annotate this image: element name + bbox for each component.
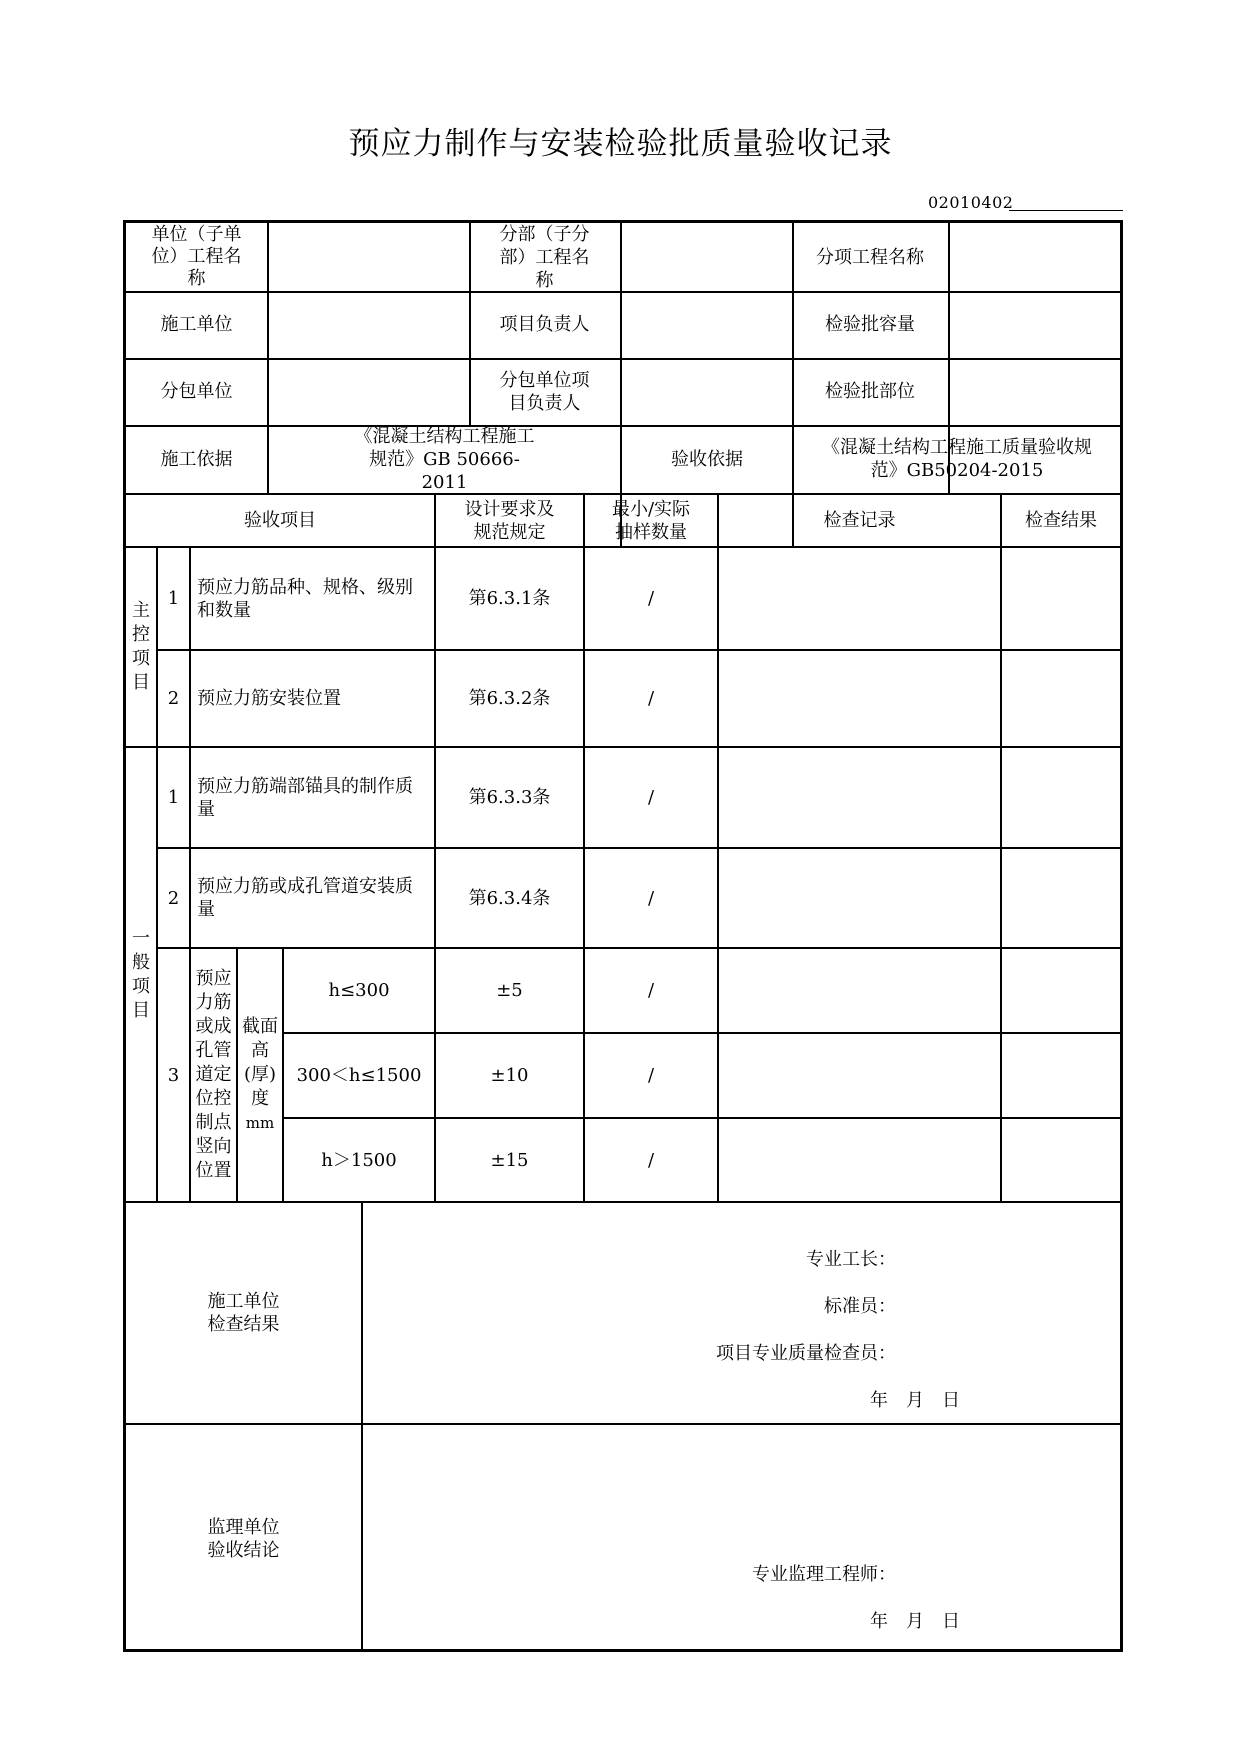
standard-officer-label: 标准员： — [824, 1296, 896, 1317]
supervision-engineer-label: 专业监理工程师： — [752, 1564, 896, 1585]
main-row-2-sample[interactable]: / — [647, 688, 655, 709]
column-header-result: 检查结果 — [1025, 510, 1097, 531]
acceptance-basis-value: 《混凝土结构工程施工质量验收规范》GB50204-2015 — [822, 437, 1092, 481]
division-project-name-value[interactable] — [622, 223, 792, 291]
main-row-2-record[interactable] — [719, 651, 1000, 746]
acceptance-basis-label: 验收依据 — [671, 448, 743, 470]
main-row-1-name: 预应力筋品种、规格、级别和数量 — [197, 576, 413, 621]
section-height-label — [238, 949, 282, 1201]
quality-inspector-label: 项目专业质量检查员： — [716, 1343, 896, 1364]
construction-check-label: 施工单位检查结果 — [207, 1291, 280, 1335]
main-row-2-name: 预应力筋安装位置 — [197, 688, 341, 709]
subcontractor-manager-value[interactable] — [622, 358, 792, 425]
position-row-2-sample[interactable]: / — [647, 1065, 655, 1086]
main-control-label: 主控项目 — [132, 600, 150, 693]
position-row-3-sample[interactable]: / — [647, 1149, 655, 1171]
tolerance-1: ±5 — [496, 980, 523, 1001]
height-range-3: h＞1500 — [321, 1149, 397, 1171]
subcontractor-label: 分包单位 — [160, 381, 233, 402]
column-header-item: 验收项目 — [244, 510, 316, 531]
position-row-2-record[interactable] — [719, 1034, 1000, 1117]
construction-check-date: 年 月 日 — [870, 1390, 960, 1411]
position-row-1-sample[interactable]: / — [647, 980, 655, 1001]
main-row-1-record[interactable] — [719, 548, 1000, 649]
batch-location-value[interactable] — [950, 358, 1120, 425]
batch-location-label: 检验批部位 — [825, 381, 915, 402]
general-row-1-result[interactable] — [1002, 748, 1120, 847]
subcontractor-manager-label: 分包单位项目负责人 — [499, 369, 590, 414]
main-row-2-no: 2 — [167, 688, 180, 709]
subcontractor-value[interactable] — [269, 358, 469, 425]
general-row-2-clause: 第6.3.4条 — [468, 887, 551, 909]
supervision-area[interactable] — [363, 1425, 1120, 1652]
position-row-3-record[interactable] — [719, 1119, 1000, 1201]
position-row-2-result[interactable] — [1002, 1034, 1120, 1117]
supervision-label: 监理单位验收结论 — [207, 1516, 280, 1561]
position-row-3-result[interactable] — [1002, 1119, 1120, 1201]
section-height-text: 截面高(厚)度 — [242, 1016, 278, 1109]
batch-capacity-label: 检验批容量 — [825, 314, 915, 335]
main-row-1-clause: 第6.3.1条 — [468, 588, 551, 609]
form-code-underline — [1009, 210, 1123, 211]
batch-capacity-value[interactable] — [950, 291, 1120, 358]
general-row-1-record[interactable] — [719, 748, 1000, 847]
main-row-1-result[interactable] — [1002, 548, 1120, 649]
project-manager-value[interactable] — [622, 291, 792, 358]
height-range-1: h≤300 — [328, 980, 390, 1001]
document-title: 预应力制作与安装检验批质量验收记录 — [348, 126, 893, 162]
inspection-form-table — [123, 220, 1123, 1652]
height-range-2: 300＜h≤1500 — [296, 1065, 422, 1086]
column-header-record: 检查记录 — [823, 510, 896, 531]
general-row-2-result[interactable] — [1002, 849, 1120, 947]
general-row-1-clause: 第6.3.3条 — [468, 787, 551, 808]
supervision-date: 年 月 日 — [870, 1611, 960, 1632]
construction-unit-label: 施工单位 — [160, 314, 233, 335]
main-row-1-sample[interactable]: / — [647, 588, 655, 609]
section-height-unit: mm — [245, 1114, 275, 1132]
general-row-1-no: 1 — [167, 787, 180, 808]
construction-check-area[interactable] — [363, 1203, 1120, 1423]
general-row-2-name: 预应力筋或成孔管道安装质量 — [197, 876, 413, 920]
general-row-2-no: 2 — [167, 887, 180, 909]
general-row-1-name: 预应力筋端部锚具的制作质量 — [197, 775, 413, 820]
unit-project-name-label: 单位（子单位）工程名称 — [151, 224, 242, 289]
main-row-2-clause: 第6.3.2条 — [468, 688, 551, 709]
general-row-3-no: 3 — [167, 1064, 180, 1086]
division-project-name-label: 分部（子分部）工程名称 — [499, 223, 590, 291]
construction-basis-value: 《混凝土结构工程施工规范》GB 50666-2011 — [354, 425, 535, 493]
tolerance-2: ±10 — [490, 1065, 529, 1086]
column-header-sample: 最小/实际抽样数量 — [611, 498, 691, 543]
general-row-1-sample[interactable]: / — [647, 787, 655, 808]
tolerance-3: ±15 — [490, 1149, 529, 1171]
foreman-label: 专业工长： — [806, 1249, 896, 1270]
general-row-2-sample[interactable]: / — [647, 887, 655, 909]
unit-project-name-value[interactable] — [269, 223, 469, 291]
main-row-1-no: 1 — [167, 588, 180, 609]
construction-unit-value[interactable] — [269, 291, 469, 358]
main-row-2-result[interactable] — [1002, 651, 1120, 746]
form-code: 02010402 — [928, 193, 1014, 212]
subitem-project-name-value[interactable] — [950, 223, 1120, 291]
project-manager-label: 项目负责人 — [499, 314, 590, 335]
construction-basis-label: 施工依据 — [160, 448, 233, 470]
general-row-3-name: 预应力筋或成孔管道定位控制点竖向位置 — [195, 968, 232, 1181]
subitem-project-name-label: 分项工程名称 — [816, 246, 924, 268]
position-row-1-record[interactable] — [719, 949, 1000, 1032]
position-row-1-result[interactable] — [1002, 949, 1120, 1032]
general-items-label: 一般项目 — [132, 927, 150, 1021]
general-row-2-record[interactable] — [719, 849, 1000, 947]
column-header-design: 设计要求及规范规定 — [464, 498, 555, 543]
